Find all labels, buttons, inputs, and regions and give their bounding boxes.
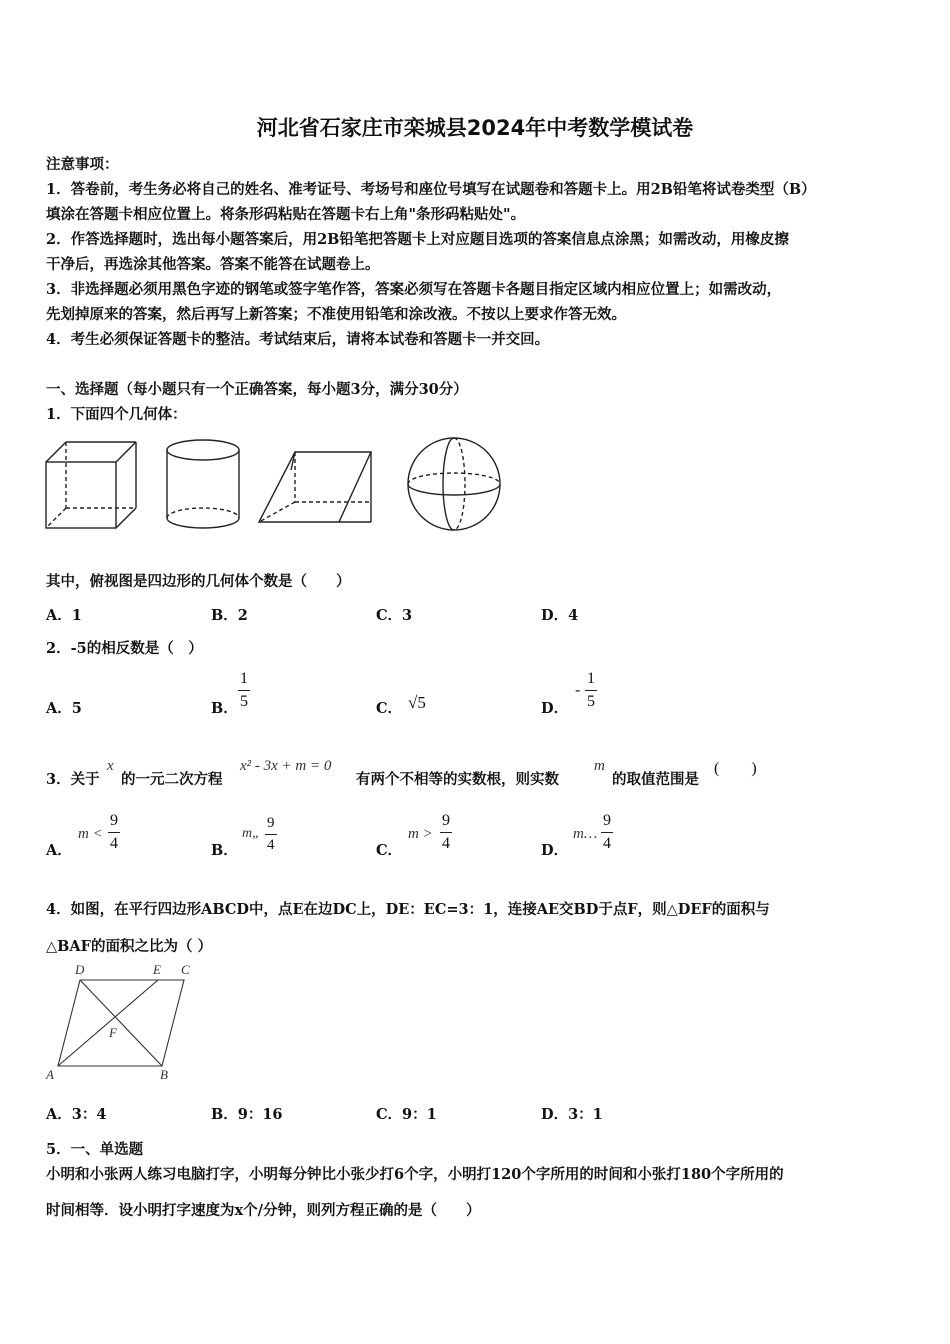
- numerator: 9: [603, 812, 611, 829]
- figure-label-a: A: [46, 1067, 54, 1082]
- q2-option-c-sqrt: √5: [408, 693, 426, 712]
- q2-option-a: [46, 697, 82, 718]
- q1-option-b: B．2: [211, 607, 248, 624]
- q1-option-c: C．3: [376, 607, 413, 624]
- prism-figure: [255, 446, 380, 526]
- q2-option-b-fraction: [238, 670, 250, 711]
- q2-stem: 2．-5的相反数是（ ）: [46, 640, 203, 657]
- q3-option-d-ineq: m…: [573, 826, 598, 842]
- notice-line: 1．答卷前，考生务必将自己的姓名、准考证号、考场号和座位号填写在试题卷和答题卡上。用2B铅笔将试卷类型（B）: [46, 181, 816, 198]
- numerator: 1: [587, 670, 595, 687]
- cylinder-figure: [162, 436, 248, 532]
- notice-heading: 注意事项：: [46, 156, 119, 173]
- option-label: A．: [46, 700, 72, 717]
- page-title: 河北省石家庄市栾城县2024年中考数学模试卷: [256, 116, 694, 140]
- q2-option-label-c: C．: [376, 700, 403, 717]
- q3-text-1: 3．关于: [46, 771, 100, 788]
- q3-var-m: m: [594, 758, 605, 774]
- notice-line: 4．考生必须保证答题卡的整洁。考试结束后，请将本试卷和答题卡一并交回。: [46, 331, 550, 348]
- notice-line: 干净后，再选涂其他答案。答案不能答在试题卷上。: [46, 256, 380, 273]
- q3-option-label-d: D．: [541, 842, 569, 859]
- q3-option-c-fraction: [440, 812, 452, 853]
- notice-line: 3．非选择题必须用黑色字迹的钢笔或签字笔作答，答案必须写在答题卡各题目指定区域内相应位置上；如需改动，: [46, 281, 782, 298]
- q4-option-d: D．3：1: [541, 1106, 603, 1123]
- q2-option-d-fraction: [585, 670, 597, 711]
- numerator: 9: [267, 815, 275, 831]
- q3-option-d-fraction: [601, 812, 613, 853]
- denominator: 4: [108, 832, 120, 853]
- denominator: 4: [440, 832, 452, 853]
- notice-line: 填涂在答题卡相应位置上。将条形码粘贴在答题卡右上角"条形码粘贴处"。: [46, 206, 526, 223]
- q3-option-a-ineq: m <: [78, 826, 103, 842]
- q4-option-c: C．9：1: [376, 1106, 437, 1123]
- figure-label-e: E: [153, 962, 161, 977]
- q5-heading: 5．一、单选题: [46, 1141, 144, 1158]
- denominator: 4: [601, 832, 613, 853]
- parallelogram-figure: [40, 962, 210, 1087]
- q4-option-a: A．3：4: [46, 1106, 107, 1123]
- q4-option-b: B．9：16: [211, 1106, 283, 1123]
- sphere-figure: [406, 436, 506, 536]
- figure-label-b: B: [160, 1067, 168, 1082]
- cube-figure: [40, 438, 140, 533]
- section-heading: 一、选择题（每小题只有一个正确答案，每小题3分，满分30分）: [46, 381, 468, 398]
- option-value: 5: [71, 700, 82, 717]
- q4-line-1: 4．如图，在平行四边形ABCD中，点E在边DC上，DE：EC=3：1，连接AE交BD于点F，则△DEF的面积与: [46, 901, 770, 918]
- q3-option-label-c: C．: [376, 842, 403, 859]
- notice-line: 2．作答选择题时，选出每小题答案后，用2B铅笔把答题卡上对应题目选项的答案信息点涂黑；如需改动，用橡皮擦: [46, 231, 789, 248]
- q1-option-a: A．1: [46, 607, 82, 624]
- denominator: 5: [238, 690, 250, 711]
- q1-stem: 1．下面四个几何体：: [46, 406, 187, 423]
- q3-text-2: 的一元二次方程: [121, 771, 223, 788]
- q1-option-d: D．4: [541, 607, 579, 624]
- q3-option-c-ineq: m >: [408, 826, 433, 842]
- q1-question: 其中，俯视图是四边形的几何体个数是（ ）: [46, 573, 351, 590]
- q3-equation: x² - 3x + m = 0: [240, 758, 332, 774]
- figure-label-d: D: [75, 962, 85, 977]
- figure-label-c: C: [181, 962, 190, 977]
- q5-line-1: 小明和小张两人练习电脑打字，小明每分钟比小张少打6个字，小明打120个字所用的时间和小张打180个字所用的: [46, 1166, 784, 1183]
- q4-line-2: △BAF的面积之比为（ ）: [46, 938, 212, 955]
- q2-option-label-b: B．: [211, 700, 238, 717]
- denominator: 4: [265, 834, 277, 854]
- notice-line: 先划掉原来的答案，然后再写上新答案；不准使用铅笔和涂改液。不按以上要求作答无效。: [46, 306, 626, 323]
- q3-option-b-ineq: m„: [242, 826, 260, 841]
- numerator: 9: [442, 812, 450, 829]
- denominator: 5: [585, 690, 597, 711]
- q3-option-a-fraction: [108, 812, 120, 853]
- q5-line-2: 时间相等．设小明打字速度为x个/分钟，则列方程正确的是（ ）: [46, 1202, 481, 1219]
- numerator: 1: [240, 670, 248, 687]
- q3-answer-paren: ( ): [714, 760, 757, 777]
- q3-option-b-fraction: [265, 815, 277, 854]
- q2-option-d-sign: -: [575, 680, 581, 699]
- q3-option-label-b: B．: [211, 842, 238, 859]
- q3-text-4: 的取值范围是: [612, 771, 699, 788]
- figure-label-f: F: [109, 1025, 117, 1040]
- q3-text-3: 有两个不相等的实数根，则实数: [356, 771, 559, 788]
- q3-var-x: x: [107, 758, 114, 774]
- numerator: 9: [110, 812, 118, 829]
- q3-option-label-a: A．: [46, 842, 72, 859]
- q2-option-label-d: D．: [541, 700, 569, 717]
